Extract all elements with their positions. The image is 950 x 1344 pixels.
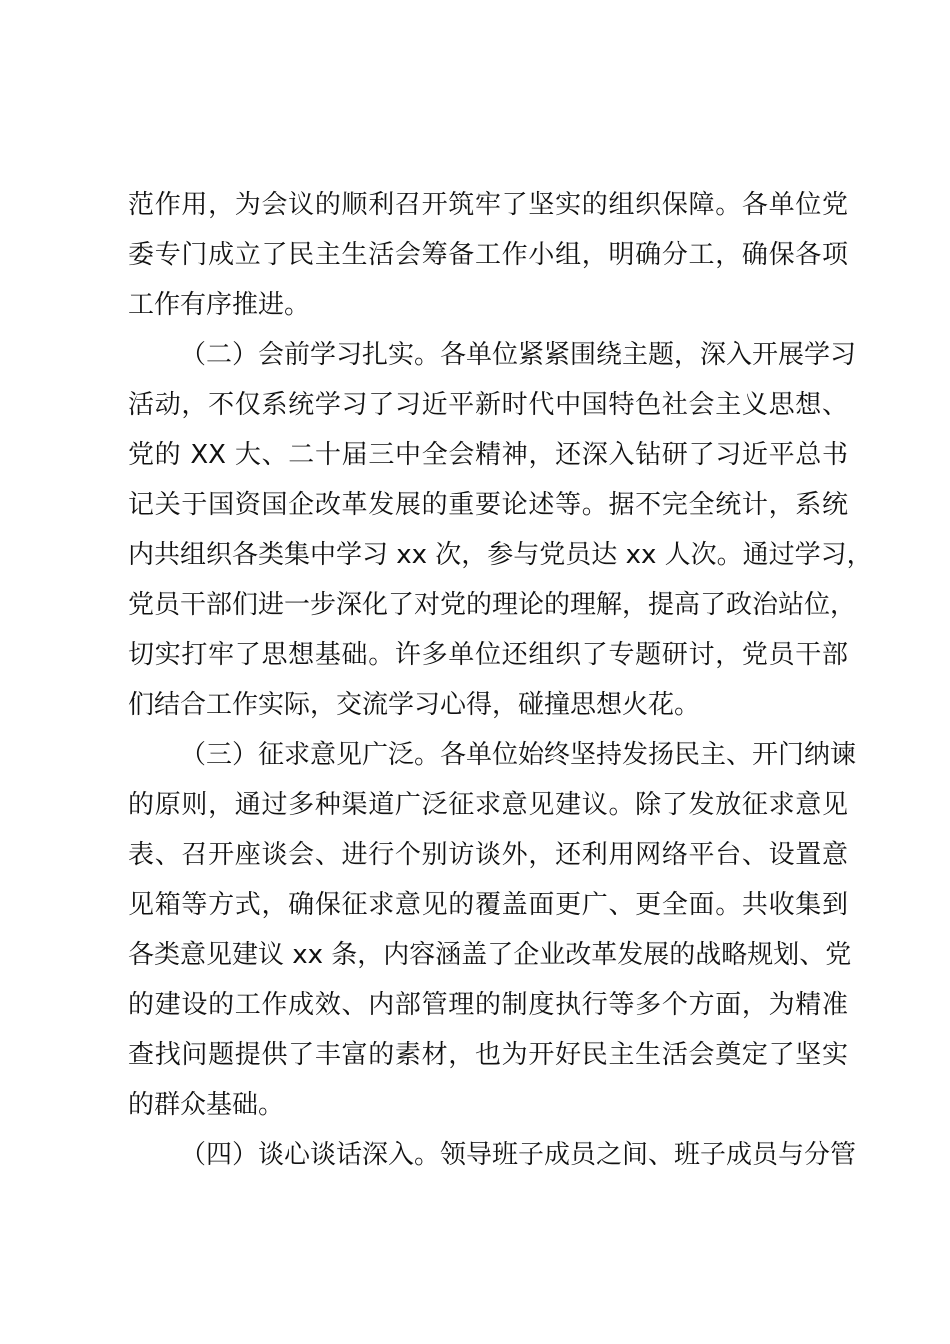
paragraph-1-line-3: 工作有序推进。 [128, 290, 311, 320]
section-2-heading-line: （二）会前学习扎实。各单位紧紧围绕主题，深入开展学习 [180, 340, 857, 370]
section-3-line-3: 表、召开座谈会、进行个别访谈外，还利用网络平台、设置意 [128, 840, 848, 870]
section-3-line-4: 见箱等方式，确保征求意见的覆盖面更广、更全面。共收集到 [128, 890, 848, 920]
section-3-heading-line: （三）征求意见广泛。各单位始终坚持发扬民主、开门纳谏 [180, 740, 857, 770]
section-2-line-7: 切实打牢了思想基础。许多单位还组织了专题研讨，党员干部 [128, 640, 848, 670]
section-3-line-5: 各类意见建议 xx 条，内容涵盖了企业改革发展的战略规划、党 [128, 940, 852, 970]
section-3-line-7: 查找问题提供了丰富的素材，也为开好民主生活会奠定了坚实 [128, 1040, 848, 1070]
paragraph-1-line-2: 委专门成立了民主生活会筹备工作小组，明确分工，确保各项 [128, 240, 848, 270]
section-2-line-5: 内共组织各类集中学习 xx 次，参与党员达 xx 人次。通过学习， [128, 540, 873, 570]
section-4-heading-line: （四）谈心谈话深入。领导班子成员之间、班子成员与分管 [180, 1140, 857, 1170]
section-2-line-4: 记关于国资国企改革发展的重要论述等。据不完全统计，系统 [128, 490, 848, 520]
paragraph-1-line-1: 范作用，为会议的顺利召开筑牢了坚实的组织保障。各单位党 [128, 190, 848, 220]
section-2-line-8: 们结合工作实际，交流学习心得，碰撞思想火花。 [128, 690, 701, 720]
section-3-line-8: 的群众基础。 [128, 1090, 285, 1120]
section-2-line-3: 党的 XX 大、二十届三中全会精神，还深入钻研了习近平总书 [128, 440, 848, 470]
section-3-line-2: 的原则，通过多种渠道广泛征求意见建议。除了发放征求意见 [128, 790, 848, 820]
section-2-line-6: 党员干部们进一步深化了对党的理论的理解，提高了政治站位， [128, 590, 857, 620]
section-3-line-6: 的建设的工作成效、内部管理的制度执行等多个方面，为精准 [128, 990, 848, 1020]
section-2-line-2: 活动，不仅系统学习了习近平新时代中国特色社会主义思想、 [128, 390, 848, 420]
